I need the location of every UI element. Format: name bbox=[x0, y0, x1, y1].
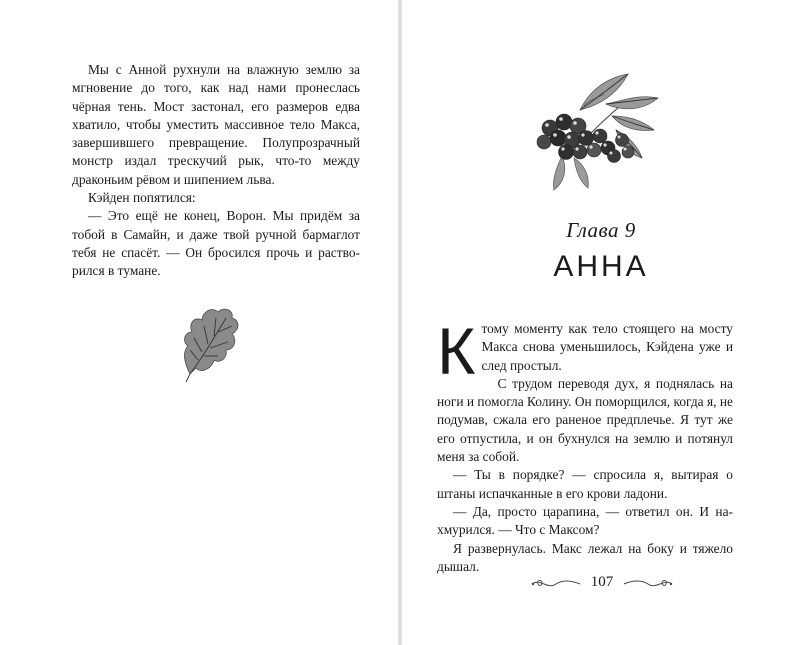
page-footer bbox=[522, 573, 682, 595]
first-paragraph bbox=[437, 314, 733, 388]
chapter-title: АННА bbox=[553, 250, 649, 283]
right-page-text bbox=[437, 314, 733, 576]
chapter-label: Глава 9 bbox=[566, 218, 636, 242]
left-page bbox=[0, 0, 398, 645]
oak-leaf-illustration bbox=[176, 302, 242, 384]
page-number: 107 bbox=[590, 574, 614, 590]
flourish-right-icon bbox=[622, 577, 674, 591]
paragraph: Кэйден попятился: bbox=[88, 190, 196, 206]
paragraph: Мы с Анной рухнули на влажную землю за мгновение до того, как над нами пронеслась чёрная тень. Мост застонал, его размеров едва хватило, чтобы уместить массивное тело Макса, завершившего превращение. Полупрозрачный монстр издал трескучий рык, что-то между драконьим рёвом и шипением льва. bbox=[72, 62, 360, 187]
paragraph: Я развернулась. Макс лежал на боку и тяжело дышал. bbox=[437, 540, 733, 574]
left-page-text bbox=[72, 61, 360, 281]
first-paragraph-text: тому моменту как тело стоящего на мосту Макса снова уменьшилось, Кэйдена уже и след простыл. bbox=[481, 321, 733, 373]
drop-cap: К bbox=[437, 314, 476, 388]
rowan-berries-illustration bbox=[528, 60, 670, 196]
paragraph: С трудом переводя дух, я поднялась на ноги и помогла Колину. Он поморщился, когда я, не подумав, сжала его раненое предплечье. Я тут же его отпустила, и он бухнулся на землю и потянул меня за собой. bbox=[437, 375, 733, 465]
right-page bbox=[402, 0, 800, 645]
paragraph: — Это ещё не конец, Ворон. Мы придём за тобой в Самайн, и даже твой ручной бармаглот тебя не спасёт. — Он бросился прочь и растворился в тумане. bbox=[72, 208, 360, 279]
paragraph: — Да, просто царапина, — ответил он. И нахмурился. — Что с Максом? bbox=[437, 503, 733, 538]
paragraph: — Ты в порядке? — спросила я, вытирая о штаны испачканные в его крови ладони. bbox=[437, 467, 733, 501]
